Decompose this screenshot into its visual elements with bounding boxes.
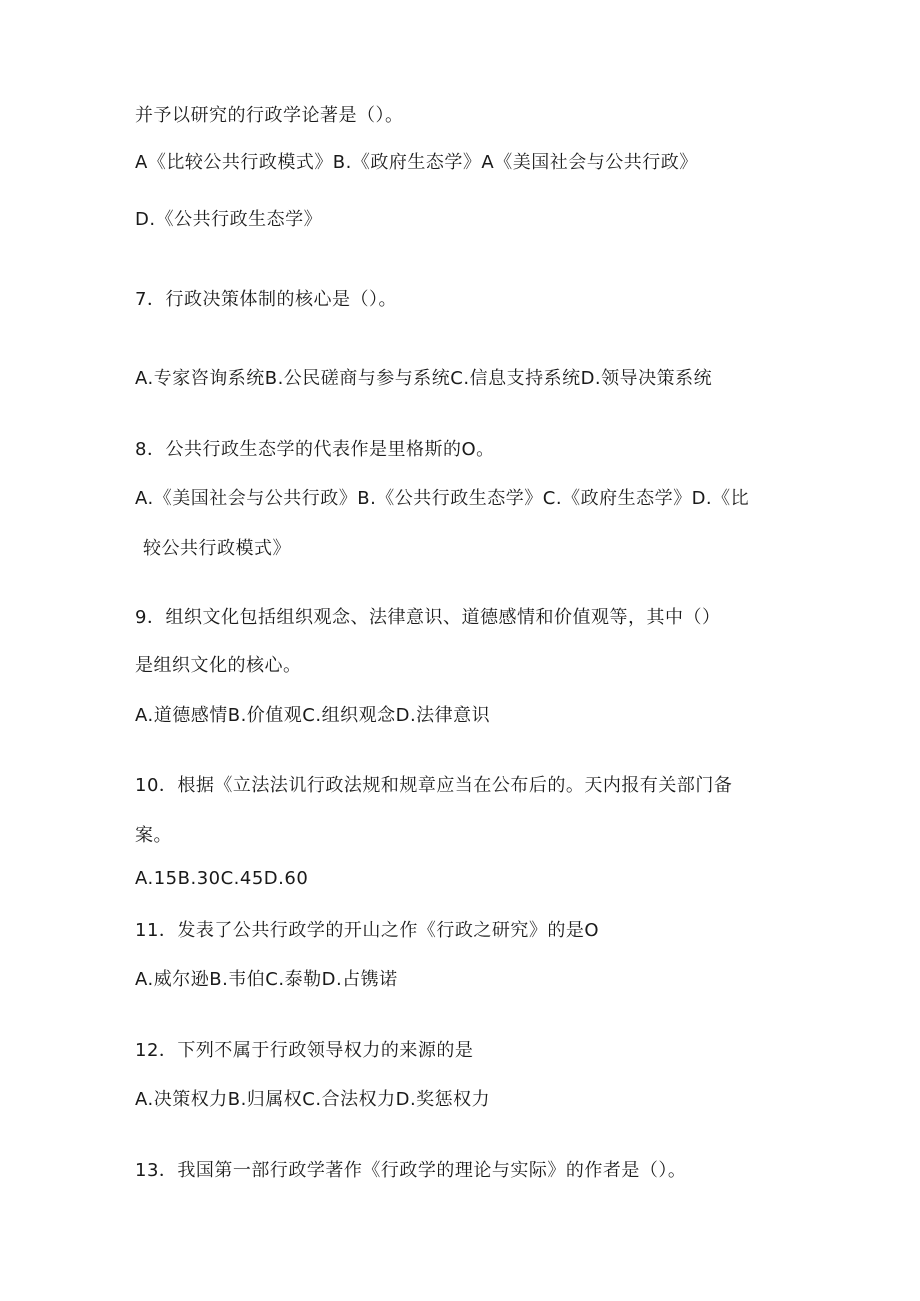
- question-8: 8．公共行政生态学的代表作是里格斯的O。: [135, 439, 495, 460]
- question-7: 7．行政决策体制的核心是（）。: [135, 289, 397, 310]
- question-13: 13．我国第一部行政学著作《行政学的理论与实际》的作者是（）。: [135, 1160, 687, 1181]
- question-12: 12．下列不属于行政领导权力的来源的是: [135, 1040, 474, 1061]
- question-10: 10．根据《立法法讥行政法规和规章应当在公布后的。天内报有关部门备: [135, 775, 733, 796]
- options-12: A.决策权力B.归属权C.合法权力D.奖惩权力: [135, 1089, 491, 1110]
- options-7: A.专家咨询系统B.公民磋商与参与系统C.信息支持系统D.领导决策系统: [135, 368, 713, 389]
- options-8: A.《美国社会与公共行政》B.《公共行政生态学》C.《政府生态学》D.《比: [135, 488, 750, 509]
- text-line: A《比较公共行政模式》B.《政府生态学》A《美国社会与公共行政》: [135, 152, 698, 173]
- text-line: D.《公共行政生态学》: [135, 209, 323, 230]
- question-9: 9．组织文化包括组织观念、法律意识、道德感情和价值观等，其中（）: [135, 607, 721, 628]
- options-8-continued: 较公共行政模式》: [143, 538, 291, 559]
- question-10-continued: 案。: [135, 825, 172, 846]
- options-9: A.道德感情B.价值观C.组织观念D.法律意识: [135, 705, 491, 726]
- options-10: A.15B.30C.45D.60: [135, 868, 309, 889]
- question-11: 11．发表了公共行政学的开山之作《行政之研究》的是O: [135, 920, 600, 941]
- question-9-continued: 是组织文化的核心。: [135, 655, 302, 676]
- options-11: A.威尔逊B.韦伯C.泰勒D.占镌诺: [135, 969, 398, 990]
- text-line: 并予以研究的行政学论著是（）。: [135, 105, 404, 126]
